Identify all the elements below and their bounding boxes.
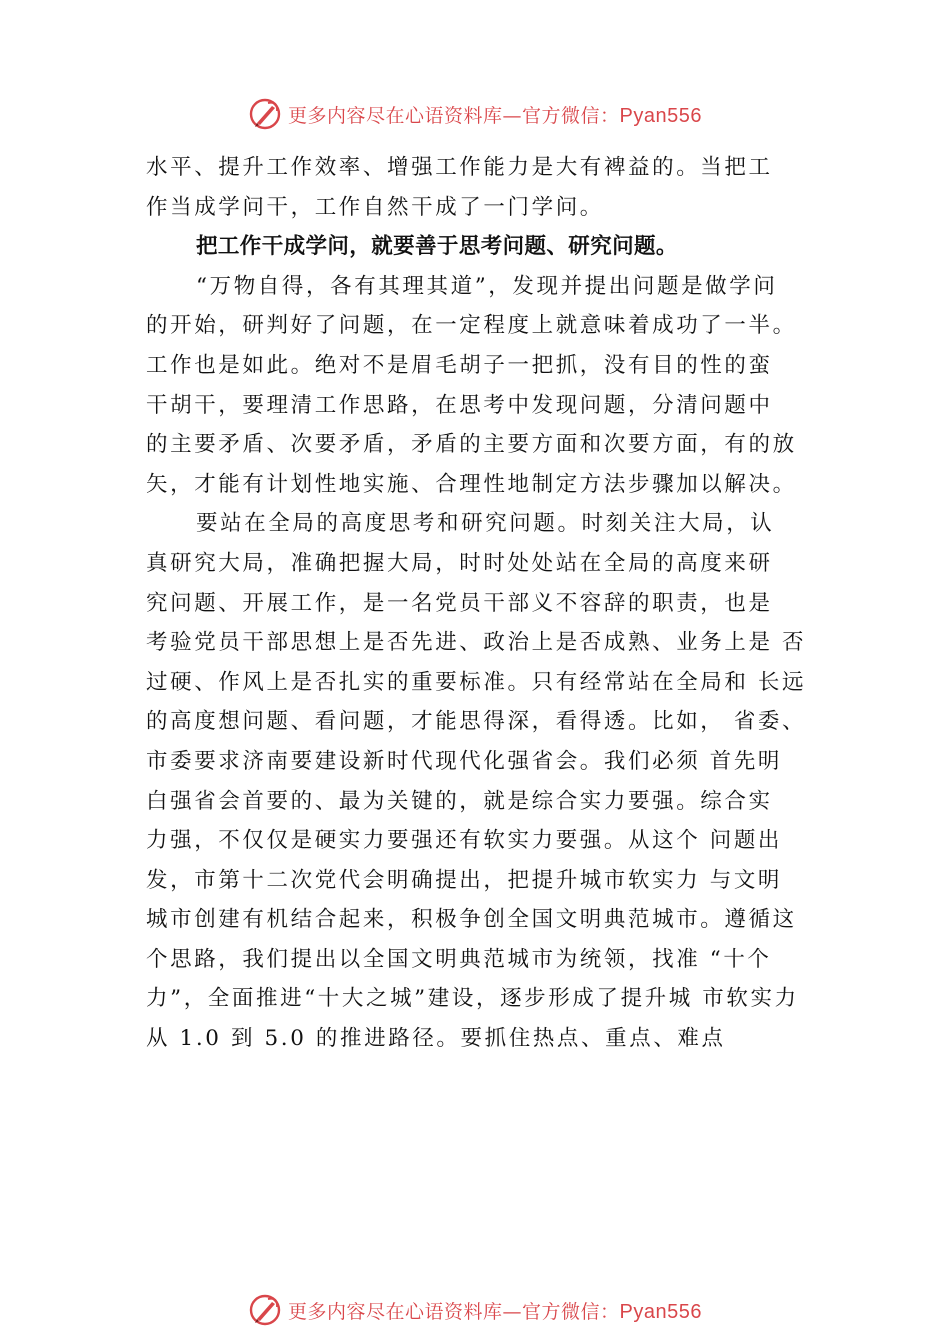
header-watermark xyxy=(0,92,950,136)
text-line: 究问题、开展工作，是一名党员干部义不容辞的职责，也是 xyxy=(146,590,773,616)
text-line: 干胡干，要理清工作思路，在思考中发现问题，分清问题中 xyxy=(146,392,773,418)
text-line: 考验党员干部思想上是否先进、政治上是否成熟、业务上是 否 xyxy=(146,630,807,656)
text-line: 白强省会首要的、最为关键的，就是综合实力要强。综合实 xyxy=(146,788,773,814)
footer-watermark xyxy=(0,1288,950,1332)
text-line: 过硬、作风上是否扎实的重要标准。只有经常站在全局和 长远 xyxy=(146,669,807,695)
text-line: 的高度想问题、看问题，才能思得深，看得透。比如， 省委、 xyxy=(146,709,807,735)
text-line: 从 1.0 到 5.0 的推进路径。要抓住热点、重点、难点 xyxy=(146,1026,726,1052)
quill-pen-logo-icon xyxy=(248,1293,282,1327)
text-line: 作当成学问干，工作自然干成了一门学问。 xyxy=(146,194,604,220)
watermark-text: 更多内容尽在心语资料库—官方微信：Pyan556 xyxy=(288,104,702,127)
text-line: 水平、提升工作效率、增强工作能力是大有裨益的。当把工 xyxy=(146,155,773,180)
quill-pen-logo-icon xyxy=(248,97,282,131)
text-line: 个思路，我们提出以全国文明典范城市为统领，找准 “十个 xyxy=(146,946,772,972)
paragraph-start-line: 要站在全局的高度思考和研究问题。时刻关注大局，认 xyxy=(196,511,775,537)
paragraph-start-line: “万物自得，各有其理其道”，发现并提出问题是做学问 xyxy=(196,273,778,299)
text-line: 的开始，研判好了问题，在一定程度上就意味着成功了一半。 xyxy=(146,313,797,339)
watermark-text: 更多内容尽在心语资料库—官方微信：Pyan556 xyxy=(288,1300,702,1323)
text-line: 发，市第十二次党代会明确提出，把提升城市软实力 与文明 xyxy=(146,867,783,893)
document-body xyxy=(146,148,836,1059)
text-line: 城市创建有机结合起来，积极争创全国文明典范城市。遵循这 xyxy=(146,907,797,933)
section-heading: 把工作干成学问，就要善于思考问题、研究问题。 xyxy=(196,234,678,260)
text-line: 真研究大局，准确把握大局，时时处处站在全局的高度来研 xyxy=(146,550,773,576)
text-line: 市委要求济南要建设新时代现代化强省会。我们必须 首先明 xyxy=(146,748,783,774)
text-line: 力强，不仅仅是硬实力要强还有软实力要强。从这个 问题出 xyxy=(146,828,783,854)
text-line: 力”，全面推进“十大之城”建设，逐步形成了提升城 市软实力 xyxy=(146,986,799,1012)
text-line: 的主要矛盾、次要矛盾，矛盾的主要方面和次要方面，有的放 xyxy=(146,432,797,458)
text-line: 矢，才能有计划性地实施、合理性地制定方法步骤加以解决。 xyxy=(146,471,797,497)
text-line: 工作也是如此。绝对不是眉毛胡子一把抓，没有目的性的蛮 xyxy=(146,352,773,378)
